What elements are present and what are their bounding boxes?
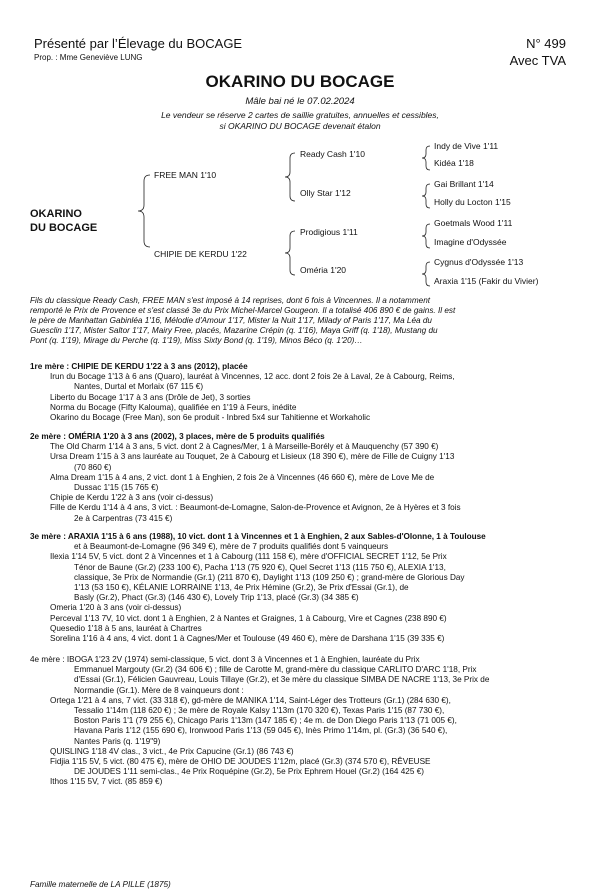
third-dam-section (30, 532, 572, 644)
pedigree-dss: Goetmals Wood 1'11 (434, 218, 513, 228)
first-dam-section (30, 362, 572, 423)
produce-line: Quesedio 1'18 à 5 ans, lauréat à Chartres (50, 623, 202, 633)
produce-line: Boston Paris 1'1 (79 255 €), Chicago Paris 1'13m (147 185 €) ; 4e m. de Don Diego Paris 1'13 (71 005 €), (74, 716, 457, 726)
fourth-dam-section (30, 655, 572, 788)
proprietor: Prop. : Mme Geneviève LUNG (34, 53, 143, 62)
pedigree-sss: Indy de Vive 1'11 (434, 141, 499, 151)
maternal-family: Famille maternelle de LA PILLE (1875) (30, 880, 171, 889)
produce-line: 1'13 (53 150 €), KÉLANIE LORRAINE 1'13, 4e Prix Hémine (Gr.2), 3e Prix d'Essai (Gr.1), de (74, 583, 409, 593)
intro-line: remporté le Prix de Provence et s'est classé 3e du Prix Michel-Marcel Gougeon. Il a totalisé 406 890 € de gains. Il est (30, 306, 456, 315)
produce-line: Tessalio 1'14m (118 620 €) ; 3e mère de Royale Kalsy 1'13m (170 320 €), Texas Paris 1'15 (87 730 €), (74, 706, 445, 716)
produce-line: Fidjia 1'15 5V, 5 vict. (80 475 €), mère de OHIO DE JOUDES 1'12m, placé (Gr.3) (374 570 €), RÊVEUSE (50, 757, 431, 767)
produce-line: Liberto du Bocage 1'17 à 3 ans (Drôle de Jet), 3 sorties (50, 392, 251, 402)
produce-line: d'Essai (Gr.1), Félicien Gauvreau, Louis Tillaye (Gr.2), et 3e mère du classique SIMBA DE NACRE 1'13, 3e Prix de (74, 675, 490, 685)
pedigree-ssd: Kidéa 1'18 (434, 158, 474, 168)
second-dam-heading: 2e mère : OMÉRIA 1'20 à 3 ans (2002), 3 places, mère de 5 produits qualifiés (30, 432, 325, 441)
produce-line: Perceval 1'13 7V, 10 vict. dont 1 à Enghien, 2 à Nantes et Graignes, 1 à Cabourg, Vire et Cagnes (238 890 €) (50, 613, 447, 623)
produce-line: 2e à Carpentras (73 415 €) (74, 513, 173, 523)
stallion-note-line2: si OKARINO DU BOCAGE devenait étalon (219, 121, 381, 131)
intro-line: Pont (q. 1'19), Mirage du Perche (q. 1'19), Miss Sixty Bond (q. 1'19), Minos Béco (q. 1'20)… (30, 336, 363, 345)
pedigree-sire-dam: Olly Star 1'12 (300, 188, 351, 198)
produce-line: Norma du Bocage (Fifty Kalouma), qualifiée en 1'19 à Feurs, inédite (50, 402, 297, 412)
pedigree-horse-line2: DU BOCAGE (30, 222, 98, 234)
produce-line: Chipie de Kerdu 1'22 à 3 ans (voir ci-dessus) (50, 493, 214, 503)
horse-name-title: OKARINO DU BOCAGE (205, 72, 395, 91)
produce-line: Ténor de Baune (Gr.2) (233 100 €), Pacha 1'13 (75 920 €), Quel Secret 1'13 (115 750 €), ALEXIA 1'13, (74, 562, 446, 572)
first-dam-heading: 1re mère : CHIPIE DE KERDU 1'22 à 3 ans (2012), placée (30, 362, 248, 371)
produce-line: Ursa Dream 1'15 à 3 ans lauréate au Touquet, 2e à Cabourg et Lisieux (18 390 €), mère de Fille de Cuigny 1'13 (50, 452, 455, 462)
second-dam-section (30, 432, 572, 524)
third-dam-heading: 3e mère : ARAXIA 1'15 à 6 ans (1988), 10 vict. dont 1 à Vincennes et 1 à Enghien, 2 aux Sables-d'Olonne, 1 à Toulouse (30, 532, 486, 541)
lot-number: N° 499 (526, 36, 566, 51)
vat-status: Avec TVA (509, 53, 566, 68)
produce-line: et à Beaumont-de-Lomagne (96 349 €), mère de 7 produits qualifiés dont 5 vainqueurs (74, 542, 389, 552)
produce-line: Nantes, Durtal et Morlaix (67 115 €) (74, 382, 204, 392)
pedigree-sire: FREE MAN 1'10 (154, 170, 217, 180)
produce-line: Nantes Paris (q. 1'19"9) (74, 736, 161, 746)
pedigree-sds: Gai Brillant 1'14 (434, 179, 494, 189)
produce-line: Alma Dream 1'15 à 4 ans, 2 vict. dont 1 à Enghien, 2 fois 2e à Vincennes (46 660 €), mère de Love Me de (50, 472, 435, 482)
produce-line: Fille de Kerdu 1'14 à 4 ans, 3 vict. : Beaumont-de-Lomagne, Salon-de-Provence et Avignon, 2e à Hyères et 3 fois (50, 503, 461, 513)
produce-line: Emmanuel Margouty (Gr.2) (34 606 €) ; fille de Carotte M, grand-mère du classique CARLITO D'ARC 1'18, Prix (74, 665, 477, 675)
produce-line: Dussac 1'15 (15 765 €) (74, 483, 159, 493)
pedigree-sire-sire: Ready Cash 1'10 (300, 149, 365, 159)
produce-line: Ilexia 1'14 5V, 5 vict. dont 2 à Vincennes et 1 à Cabourg (111 158 €), mère d'OFFICIAL SECRET 1'12, 5e Prix (50, 552, 447, 562)
stallion-note-line1: Le vendeur se réserve 2 cartes de saillie gratuites, annuelles et cessibles, (161, 110, 439, 120)
fourth-dam-heading: 4e mère : IBOGA 1'23 2V (1974) semi-classique, 5 vict. dont 3 à Vincennes et 1 à Enghien, lauréate du Prix (30, 655, 420, 664)
presented-by: Présenté par l’Élevage du BOCAGE (34, 36, 243, 51)
horse-description: Mâle bai né le 07.02.2024 (245, 96, 355, 107)
pedigree-dam: CHIPIE DE KERDU 1'22 (154, 249, 247, 259)
pedigree-dam-dam: Oméria 1'20 (300, 265, 347, 275)
produce-line: Omeria 1'20 à 3 ans (voir ci-dessus) (50, 603, 182, 613)
pedigree-dam-sire: Prodigious 1'11 (300, 227, 358, 237)
pedigree-ddd: Araxia 1'15 (Fakir du Vivier) (434, 276, 539, 286)
produce-line: (70 860 €) (74, 462, 112, 472)
produce-line: Irun du Bocage 1'13 à 6 ans (Quaro), lauréat à Vincennes, 12 acc. dont 2 fois 2e à Laval, 2e à Cabourg, Reims, (50, 372, 455, 382)
produce-line: DE JOUDES 1'11 semi-clas., 4e Prix Roquépine (Gr.2), 5e Prix Ephrem Houel (Gr.2) (164 425 €) (74, 767, 424, 777)
produce-line: Sorelina 1'16 à 4 ans, 4 vict. dont 1 à Cagnes/Mer et Toulouse (49 460 €), mère de Darshana 1'15 (39 335 €) (50, 634, 445, 644)
produce-line: Basly (Gr.2), Phact (Gr.3) (146 430 €), Lovely Trip 1'13, placé (Gr.3) (34 385 €) (74, 593, 359, 603)
produce-line: Okarino du Bocage (Free Man), son 6e produit - Inbred 5x4 sur Tahitienne et Workaholic (50, 413, 371, 423)
produce-line: Havana Paris 1'12 (155 690 €), Ironwood Paris 1'13 (59 045 €), Inès Primo 1'14m, pl. (Gr.3) (36 540 €), (74, 726, 448, 736)
pedigree-dsd: Imagine d'Odyssée (434, 237, 507, 247)
pedigree-dds: Cygnus d'Odyssée 1'13 (434, 257, 524, 267)
produce-line: classique, 3e Prix de Normandie (Gr.1) (211 870 €), Daylight 1'13 (109 250 €) ; grand-mère de Glorious Day (74, 572, 465, 582)
produce-line: Ithos 1'15 5V, 7 vict. (85 859 €) (50, 777, 163, 787)
intro-line: le père de Manhattan Gabinléa 1'16, Mélodie d'Amour 1'17, Mister la Nuit 1'17, Milady of Paris 1'17, Ma Léa du (30, 316, 432, 325)
sire-description (30, 296, 572, 346)
pedigree-sdd: Holly du Locton 1'15 (434, 197, 511, 207)
produce-line: Ortega 1'21 à 4 ans, 7 vict. (33 318 €), gd-mère de MANIKA 1'14, Saint-Léger des Trotteurs (Gr.1) (284 630 €), (50, 695, 451, 705)
produce-line: QUISLING 1'18 4V clas., 3 vict., 4e Prix Capucine (Gr.1) (86 743 €) (50, 746, 294, 756)
intro-line: Fils du classique Ready Cash, FREE MAN s'est imposé à 14 reprises, dont 6 fois à Vincennes. Il a notamment (30, 296, 431, 305)
produce-line: Normandie (Gr.1). Mère de 8 vainqueurs dont : (74, 685, 244, 695)
produce-line: The Old Charm 1'14 à 3 ans, 5 vict. dont 2 à Cagnes/Mer, 1 à Marseille-Borély et à Mauquenchy (57 390 €) (50, 442, 439, 452)
pedigree-horse-line1: OKARINO (30, 208, 82, 220)
intro-line: Guesclin 1'17, Mister Saltor 1'17, Mairy Free, placés, Mazarine Crépin (q. 1'16), Maya Griff (q. 1'18), Mustang du (30, 326, 438, 335)
